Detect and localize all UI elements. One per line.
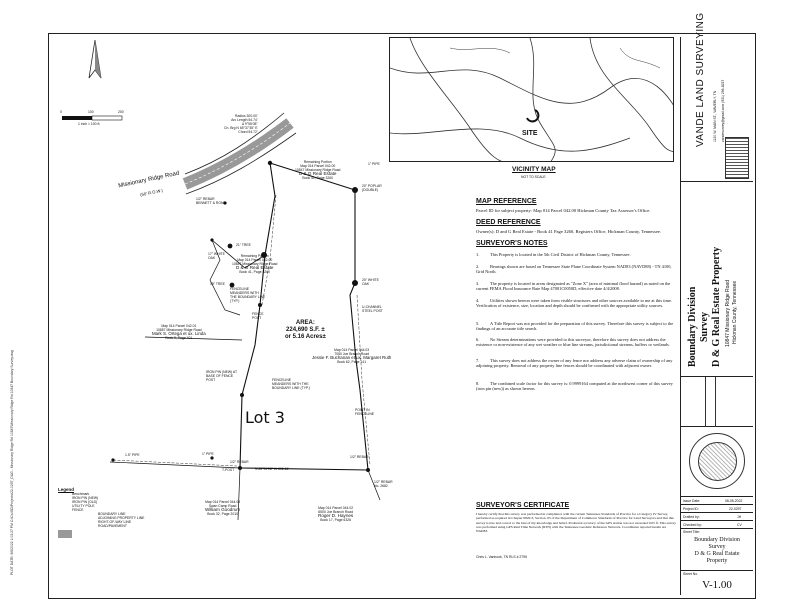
deed-reference-text: Owner(s): D and G Real Estate - Book 41 Page 3260, Registers Office, Hickman County, Tennessee. — [476, 229, 662, 234]
vicinity-subtitle: NOT TO SCALE — [521, 175, 546, 179]
legend-item: ADJOINING PROPERTY LINE — [98, 516, 145, 520]
info-key: Checked by: — [683, 523, 702, 527]
label-pipe-w: 1.5" PIPE — [125, 453, 140, 457]
fence-note-2: FENCELINE MEANDERS WITH THE BOUNDARY LINE (TYP.) — [272, 378, 310, 390]
firm-contact: vandesurvey@gmail.com (931) 296-8237 — [721, 79, 725, 142]
road-row: (50' R.O.W.) — [139, 187, 164, 198]
project-cell — [681, 182, 753, 377]
project-address-1: 10847 Missionary Ridge Road — [725, 280, 731, 347]
label-rebar-bottom: 1/2" REBAR No. 2682 — [374, 480, 393, 488]
label-tree21: 21" TREE — [236, 243, 251, 247]
iron-pin-marker — [210, 456, 213, 459]
surveyor-note: 2. Bearings shown are based on Tennessee State Plane Coordinate System NAD83 (NAVD88) - TN 4100, Grid North. — [476, 264, 672, 275]
legend-item: IRON PIN (NEW) — [72, 496, 99, 500]
certificate-heading: SURVEYOR'S CERTIFICATE — [476, 502, 570, 509]
info-row — [681, 521, 753, 529]
iron-pin-marker — [258, 303, 262, 307]
firm-address: 1120 W. MAIN ST., WAVERLY, TN — [713, 90, 717, 142]
surveyor-note: 3. The property is located in areas designated as "Zone X" (area of minimal flood hazard) as noted on the current FEMA Flood Insurance Rate Map 47081C0050D, effective date 4/4/2008. — [476, 281, 671, 292]
parcel-ortega: Map 014 Parcel 042.01 10857 Missionary Ridge Road Mark S. Ortega et ux. Linda Book 9, Page 401 — [152, 324, 206, 340]
label-white-oak17: 17" WHITE OAK — [208, 252, 225, 260]
legend-item: RIGHT-OF-WAY LINE — [98, 520, 132, 524]
deed-reference-heading: DEED REFERENCE — [476, 219, 541, 226]
road-row-line — [186, 133, 296, 194]
project-title-2: Survey — [699, 312, 710, 342]
surveyor-note: 4. Utilities shown hereon were taken from visible structures and other sources available to me at this time. Verification of existence, size, location and depth should be confirmed with the appropriate utility sources. — [476, 298, 673, 309]
info-value: 22-0297 — [729, 507, 742, 511]
scale-caption: 1 inch = 100 ft. — [78, 122, 101, 126]
info-row — [681, 513, 753, 521]
fence-note-1: FENCELINE MEANDERS WITH THE BOUNDARY LINE (TYP.) — [230, 287, 266, 303]
curve-data: Radius 300.00' Arc Length 54.74' Δ 9°55'08" Ch. Brg N 65°37'35" E Chord 54.72' — [224, 114, 258, 134]
sheet-title-line: Boundary Division Survey D & G Real Estate Property — [694, 537, 740, 564]
adjoining-line — [110, 462, 240, 468]
iron-pin-marker — [240, 393, 244, 397]
legend-item: UTILITY POLE — [72, 504, 95, 508]
title-block — [680, 12, 753, 595]
surveyor-note: 6. No Stream determinations were provided to this surveyor, therefore this survey does not address the existence or non-existence of any wet weather or blue line streams, jurisdictional streams, buffers or wetlands. — [476, 337, 670, 348]
vicinity-site-label: SITE — [522, 130, 538, 137]
plot-path: PLOT DATE: 9/6/2022 1:03:27 PM C:\Civil3D\Projects\22-0297_D&G - Missionary Ridge Rd 10847\Missionary Ridge Rd 10847 Boundary Survey.dwg — [10, 350, 14, 575]
info-key: Issue Date: — [683, 499, 701, 503]
firm-cell — [681, 12, 753, 182]
firm-name: VANDE LAND SURVEYING — [695, 12, 706, 147]
scale-tick: 100 — [88, 110, 94, 114]
label-pipe-top: 1" PIPE — [368, 162, 380, 166]
label-rebar-se: 1/2" REBAR — [350, 455, 369, 459]
legend-item: Benchmark — [72, 492, 90, 496]
sheet-number: V-1.00 — [702, 579, 732, 591]
label-tpost: T-POST — [222, 468, 235, 472]
vicinity-roads — [390, 38, 674, 162]
legend-item: FENCE — [72, 508, 84, 512]
certificate-signature: Chris L. Vanhook, TN RLS # 2795 — [476, 555, 527, 559]
iron-pin-marker — [238, 466, 242, 470]
tree-marker — [352, 280, 358, 286]
lot-label: Lot 3 — [245, 408, 285, 427]
legend — [58, 488, 178, 576]
label-white-oak20: 20" WHITE OAK — [362, 278, 379, 286]
surveyor-notes-heading: SURVEYOR'S NOTES — [476, 240, 548, 247]
parcel-remaining-mid: Remaining Portion Map 014 Parcel 042.00 10847 Missionary Ridge Road D & G Real Estate Book 41, Page 3260 — [232, 254, 278, 274]
vicinity-title: VICINITY MAP — [512, 166, 556, 173]
iron-pin-marker — [352, 187, 358, 193]
label-steel-post: U-CHANNEL STEEL POST — [362, 305, 383, 313]
bennett-rebar: 1/2" REBAR BENNETT & RONS — [196, 197, 226, 205]
map-reference-text: Parcel ID for subject property: Map 014 Parcel 042.00 Hickman County Tax Assessor's Office. — [476, 208, 651, 213]
surveyor-note: 1. This Property is located in the 5th Civil District of Hickman County, Tennessee. — [476, 252, 631, 257]
surveyor-seal — [689, 433, 745, 489]
info-value: CV — [737, 523, 742, 527]
sheet-no-label: Sheet No. — [683, 572, 699, 576]
iron-pin-marker — [366, 468, 370, 472]
legend-swatch — [58, 530, 72, 538]
label-point-fence: POINT IN FENCELINE — [355, 408, 375, 416]
parcel-haynes: Map 014 Parcel 044.02 6500 Joe Branch Road Roger D. Haynes Book 17, Page 6326 — [318, 506, 354, 522]
north-arrow — [89, 40, 101, 78]
info-row — [681, 497, 753, 505]
legend-item: ROAD/PAVEMENT — [98, 524, 127, 528]
firm-logo — [725, 137, 749, 179]
label-poplar: 20" POPLAR (DOUBLE) — [362, 184, 382, 192]
parcel-goodrum: Map 014 Parcel 044.08 Swan Camp Road William Goodrum Book 32, Page 2010 — [205, 500, 241, 516]
info-value: JH — [737, 515, 742, 519]
sheet-title-cell — [681, 529, 753, 571]
info-value: 08-05-2022 — [725, 499, 743, 503]
label-pipe-sw: 1" PIPE — [202, 452, 214, 456]
project-title-3: D & G Real Estate Property — [711, 246, 722, 367]
label-fence-post: FENCE POST — [252, 312, 264, 320]
revision-cell — [681, 377, 753, 427]
legend-item: IRON PIN (OLD) — [72, 500, 98, 504]
legend-title: Legend — [58, 487, 75, 492]
info-key: Drafted by: — [683, 515, 700, 519]
info-key: Project ID: — [683, 507, 699, 511]
info-row — [681, 505, 753, 513]
label-iron-pin: IRON PIN (NEW) AT BASE OF FENCE POST — [206, 370, 237, 382]
surveyor-note: 5. A Title Report was not provided for the preparation of this survey. Therefore this survey is subject to the findings of an accurate title search. — [476, 321, 674, 332]
sheet-no-cell — [681, 571, 753, 595]
label-rebar-sw: 1/2" REBAR — [230, 460, 249, 464]
scale-bar — [62, 116, 122, 120]
bottom-bearing: N 88°34'58" W 392.15' — [255, 467, 290, 471]
sheet-title-label: Sheet Title: — [683, 530, 700, 534]
surveyor-note: 7. This survey does not address the owner of any fence nor address any adverse claim of ownership of any adjoining property. Removal of any property line fences should be coordinated with adjacent owner. — [476, 358, 673, 369]
scale-tick: 200 — [118, 110, 124, 114]
iron-pin-marker — [268, 161, 272, 165]
iron-pin-marker — [210, 238, 213, 241]
map-reference-heading: MAP REFERENCE — [476, 198, 537, 205]
parcel-remaining-north: Remaining Portion Map 014 Parcel 042.00 10847 Missionary Ridge Road D & G Real Estate Book 41, Page 3260 — [295, 160, 341, 180]
legend-item: BOUNDARY LINE — [98, 512, 126, 516]
road-name: Missionary Ridge Road — [117, 170, 180, 190]
certificate-text: I hereby certify that this survey was performed in compliance with the current Tennessee Standards of Practice for a Category IV Survey, performed as required in Chapter 0820-3, Section .05 of the Department of Commerce Standards of Practice for Land Surveyors and that this survey is true and correct to the best of my knowledge and belief. Positional accuracy of the GPS station was not exceeded 0.05 ft. This survey was performed using GPS Real Time Network (RTN) with the Tennessee Geodetic Reference Network. Coordinates reported herein are NAD83. — [476, 512, 676, 534]
surveyor-note: 8. The combined scale factor for this survey is: 0.9999164 computed at the northwest corner of this survey (iron pin (new)) as shown hereon. — [476, 381, 673, 392]
scale-tick: 0 — [60, 110, 62, 114]
project-address-2: Hickman County, Tennessee — [732, 280, 738, 344]
iron-pin-marker — [111, 458, 114, 461]
tree-marker — [228, 244, 233, 249]
area-label: AREA: 224,690 S.F. ± or 5.16 Acres± — [285, 320, 326, 340]
label-tree18: 18" TREE — [210, 282, 225, 286]
project-title-1: Boundary Division — [687, 286, 698, 367]
parcel-buchanan: Map 014 Parcel 044.03 7050 Joe Branch Road Jessie F. Buchanan et ux. Margaret Ruth Book 62, Page 141 — [312, 348, 392, 364]
vicinity-map — [389, 37, 674, 162]
